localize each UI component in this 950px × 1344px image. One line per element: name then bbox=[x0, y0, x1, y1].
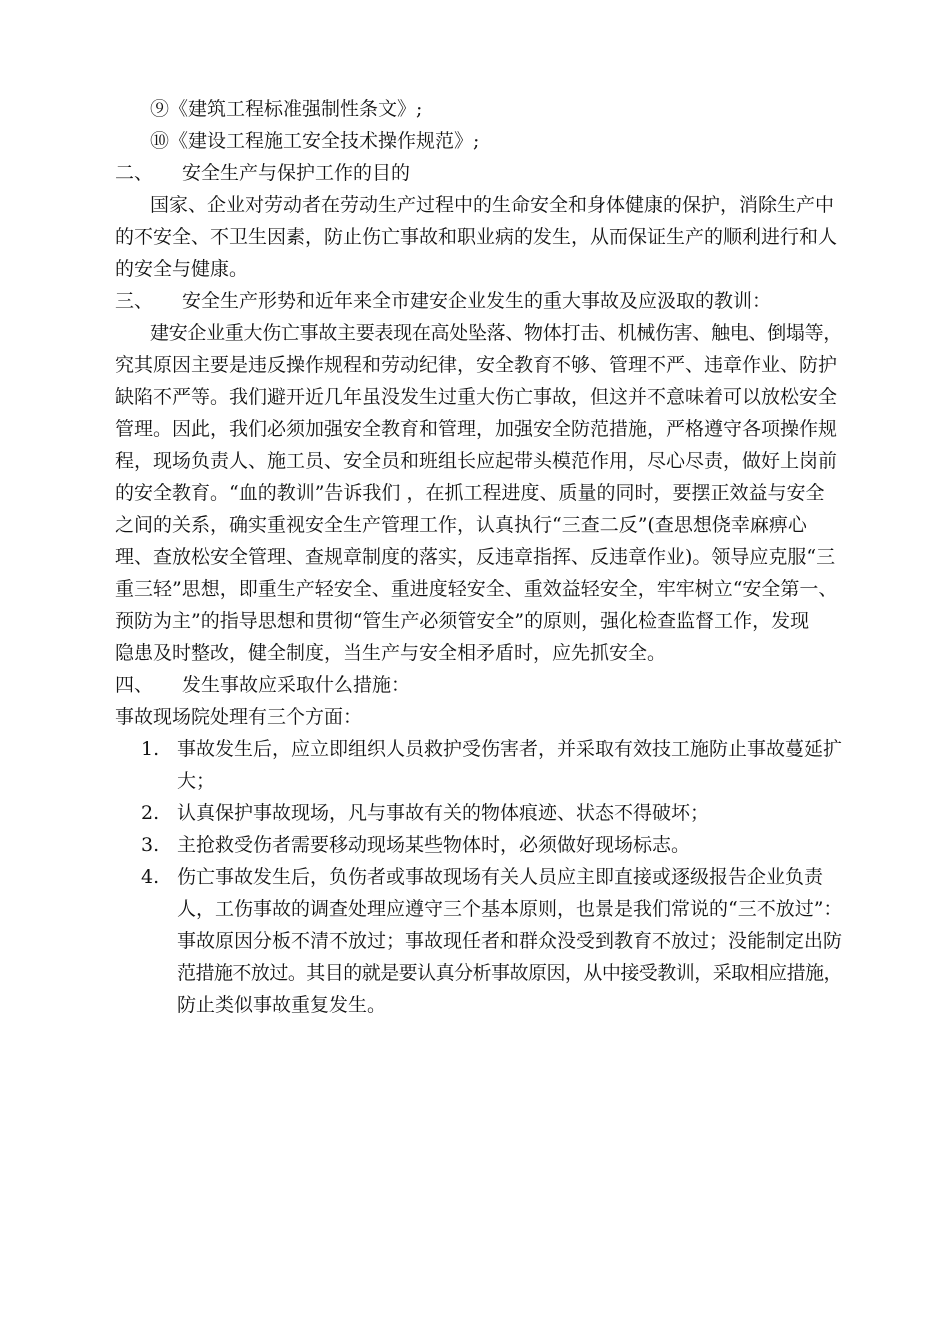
paragraph-line: 的安全教育。“血的教训”告诉我们 ，在抓工程进度、质量的同时，要摆正效益与安全 bbox=[115, 482, 825, 504]
paragraph-line: 建安企业重大伤亡事故主要表现在高处坠落、物体打击、机械伤害、触电、倒塌等， bbox=[150, 322, 843, 344]
list-item-line: 大； bbox=[177, 770, 216, 792]
paragraph-line: 究其原因主要是违反操作规程和劳动纪律，安全教育不够、管理不严、违章作业、防护 bbox=[115, 354, 838, 376]
list-item-line: 认真保护事故现场，凡与事故有关的物体痕迹、状态不得破坏； bbox=[177, 802, 710, 824]
paragraph-line: 程，现场负责人、施工员、安全员和班组长应起带头模范作用，尽心尽责，做好上岗前 bbox=[115, 450, 838, 472]
paragraph-line: 管理。因此，我们必须加强安全教育和管理，加强安全防范措施，严格遵守各项操作规 bbox=[115, 418, 838, 440]
list-number: 1. bbox=[141, 738, 160, 760]
reference-item: ⑨《建筑工程标准强制性条文》; bbox=[150, 98, 423, 120]
list-item-line: 伤亡事故发生后，负伤者或事故现场有关人员应主即直接或逐级报告企业负责 bbox=[177, 866, 824, 888]
paragraph-line: 理、查放松安全管理、查规章制度的落实，反违章指挥、反违章作业)。领导应克服“三 bbox=[115, 546, 836, 568]
list-number: 2. bbox=[141, 802, 160, 824]
section-title: 发生事故应采取什么措施： bbox=[182, 674, 411, 696]
list-item-line: 范措施不放过。其目的就是要认真分析事故原因，从中接受教训，采取相应措施， bbox=[177, 962, 842, 984]
paragraph-line: 预防为主”的指导思想和贯彻“管生产必须管安全”的原则，强化检查监督工作，发现 bbox=[115, 610, 810, 632]
reference-item: ⑩《建设工程施工安全技术操作规范》; bbox=[150, 130, 480, 152]
list-item-line: 事故原因分板不清不放过；事故现任者和群众没受到教育不放过；没能制定出防 bbox=[177, 930, 843, 952]
paragraph-line: 的安全与健康。 bbox=[115, 258, 249, 280]
section-title: 安全生产与保护工作的目的 bbox=[182, 162, 411, 184]
paragraph-line: 缺陷不严等。我们避开近几年虽没发生过重大伤亡事故，但这并不意味着可以放松安全 bbox=[115, 386, 838, 408]
section-title: 安全生产形势和近年来全市建安企业发生的重大事故及应汲取的教训： bbox=[182, 290, 772, 312]
section-number: 四、 bbox=[115, 674, 154, 696]
paragraph-line: 重三轻”思想，即重生产轻安全、重进度轻安全、重效益轻安全，牢牢树立“安全第一、 bbox=[115, 578, 838, 600]
list-item-line: 事故发生后，应立即组织人员救护受伤害者，并采取有效技工施防止事故蔓延扩 bbox=[177, 738, 843, 760]
paragraph-line: 事故现场院处理有三个方面： bbox=[115, 706, 363, 728]
list-item-line: 防止类似事故重复发生。 bbox=[177, 994, 387, 1016]
paragraph-line: 之间的关系，确实重视安全生产管理工作，认真执行“三查二反”(查思想侥幸麻痹心 bbox=[115, 514, 807, 536]
list-number: 4. bbox=[141, 866, 160, 888]
paragraph-line: 国家、企业对劳动者在劳动生产过程中的生命安全和身体健康的保护，消除生产中 bbox=[150, 194, 835, 216]
list-item-line: 主抢救受伤者需要移动现场某些物体时，必须做好现场标志。 bbox=[177, 834, 691, 856]
paragraph-line: 隐患及时整改，健全制度，当生产与安全相矛盾时，应先抓安全。 bbox=[115, 642, 667, 664]
paragraph-line: 的不安全、不卫生因素，防止伤亡事故和职业病的发生，从而保证生产的顺利进行和人 bbox=[115, 226, 838, 248]
section-number: 二、 bbox=[115, 162, 154, 184]
list-item-line: 人，工伤事故的调查处理应遵守三个基本原则，也景是我们常说的“三不放过”： bbox=[177, 898, 843, 920]
section-number: 三、 bbox=[115, 290, 154, 312]
list-number: 3. bbox=[141, 834, 160, 856]
